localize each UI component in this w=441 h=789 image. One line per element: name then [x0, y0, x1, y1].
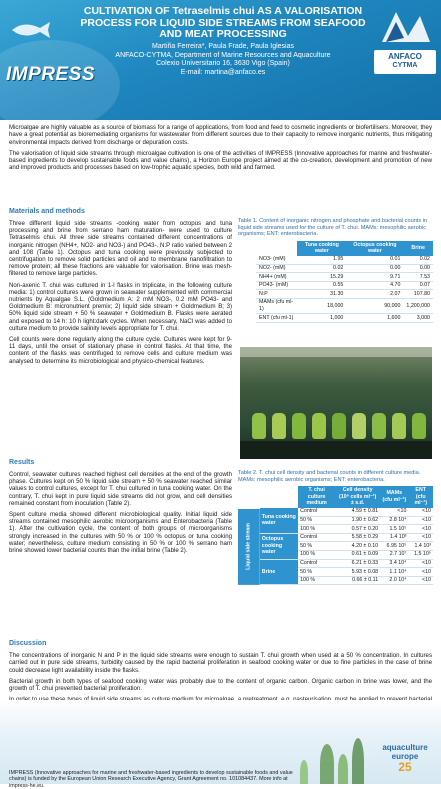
table-cell: ENT (cfu ml-1) [256, 314, 297, 323]
table-cell: 1,200,000 [403, 298, 433, 313]
table1-header-cell [256, 241, 297, 256]
table-cell: 3.4 10⁴ [380, 559, 408, 568]
table2 [238, 486, 433, 585]
discussion-paragraph-2: Bacterial growth in both types of seafood cooking water was probably due to the content of organic carbon. Organic carbon in brine was lower, and the growth of T. chui prevented bacterial proliferation. [9, 677, 432, 693]
results-paragraph-2: Spent culture media showed different microbiological quality. Initial liquid side streams contained mesophilic aerobic microorganisms and Enterobacteria (Table 1). After the cultivation cycle, the content of both groups of microorganisms strongly increased in the cultures with 50 % or 100 % octopus or tuna cooking water; nevertheless, culture medium consisting in 50 % or 100 % serrano ham brine showed lower bacterial counts than the initial brine (Table 2). [9, 511, 232, 555]
table-cell: 7.53 [403, 273, 433, 282]
table1-header-cell: Octopus cooking water [346, 241, 403, 256]
aquaculture-europe-logo: aquaculture europe 25 [382, 743, 428, 774]
table-cell: 0.61 ± 0.09 [335, 550, 380, 559]
table-cell: 107.80 [403, 290, 433, 299]
table-cell: 0.00 [403, 264, 433, 273]
side-stream-label: Liquid side stream [238, 508, 260, 585]
table-cell: 2.7 10⁷ [380, 550, 408, 559]
table-cell: <10 [408, 568, 433, 577]
anfaco-logo: ANFACO CYTMA [374, 50, 436, 74]
table-cell: <10 [408, 559, 433, 568]
table-cell: 0.01 [346, 256, 403, 264]
group-label: Octopus cooking water [260, 533, 298, 559]
table-cell: MAMs (cfu ml-1) [256, 298, 297, 313]
table-cell: 1.5 10⁵ [408, 550, 433, 559]
table-cell: NH4+ (mM) [256, 273, 297, 282]
table-row [256, 273, 433, 282]
table-row [256, 314, 433, 323]
table-cell: 100 % [298, 525, 335, 534]
table-row [238, 508, 433, 516]
table-cell: 50 % [298, 542, 335, 551]
title-line-2: PROCESS FOR LIQUID SIDE STREAMS FROM SEAFOOD [80, 16, 366, 29]
table-cell: 1.1 10⁴ [380, 568, 408, 577]
methods-paragraph-3: Cell counts were done regularly along the culture cycle. Cultures were kept for 9-11 days, until the onset of stationary phase in control flasks. At that time, the content of the flasks was centrifuged to remove cells and culture medium was analysed to determine its microbiological and physico-chemical features. [9, 336, 232, 365]
table-cell: 2.8 10⁴ [380, 516, 408, 525]
table-cell: <10 [408, 533, 433, 542]
culture-flasks-photo [240, 347, 432, 459]
results-paragraph-1: Control, seawater cultures reached highest cell densities at the end of the growth phase. Cultures kept on 50 % liquid side stream + 50 % seawater reached similar values to control cultures, except for T. chui cultured in tuna cooking water. On the contrary, T. chui kept in pure liquid side streams did not grow, and cell densities remained constant from inoculation (Table 2). [9, 471, 232, 507]
table-cell: <10 [408, 525, 433, 534]
table-cell: 1.95 [297, 256, 346, 264]
table-cell: Control [298, 508, 335, 516]
table-cell: 100 % [298, 576, 335, 585]
table-row [256, 290, 433, 299]
methods-paragraph-2: Non-axenic T. chui was cultured in 1-l flasks in triplicate, in the following culture media: 1) control cultures were grown in seawater supplemented with commercial nutrients by Aqualgae S.L. (Goldmedium A: 2 mM NO3-, 0.2 mM PO43- and Goldmedium B: micronutrient premix; 2) liquid side stream + Goldmedium B; 3) 50% liquid side stream + 50 % seawater + Goldmedium B. Flasks were aerated and exposed to 14 h: 10 h light:dark cycles. When necessary, NaCl was added to culture medium to provide salinity levels appropriate for T. chui. [9, 281, 232, 332]
table-cell: 6.95 10⁵ [380, 542, 408, 551]
impress-logo: IMPRESS [6, 64, 96, 85]
email: E-mail: martina@anfaco.es [180, 68, 266, 76]
table-cell: 0.00 [346, 264, 403, 273]
fish-icon [8, 20, 54, 40]
table-cell: <10 [408, 576, 433, 585]
table-cell: N:P [256, 290, 297, 299]
table1 [256, 241, 433, 323]
methods-paragraph-1: Three different liquid side streams -cooking water from octopus and tuna processing and brine from serrano ham maturation- were used to culture Tetraselmis chui. All three side streams contained different concentrations of inorganic nitrogen (NH4+, NO2- and NO3-) and PO43-. N:P ratio varied between 2 and 108 (Table 1). Octopus and tuna cooking were previously subjected to centrifugation to remove solid particles and oil and to membrane nanofiltration to remove protein; all these fractions are valuable for valorisation. Brine was mesh-filtered to remove large particles. [9, 220, 232, 278]
table-cell: 4.70 [346, 281, 403, 290]
table-cell: 90,000 [346, 298, 403, 313]
table2-caption: Table 2. T. chui cell density and bacterial counts in different culture media. MAMs: mesophilic aerobic organisms; ENT: enterobacteria. [238, 470, 421, 483]
table-cell: 9.71 [346, 273, 403, 282]
table-cell: 2.0 10⁴ [380, 576, 408, 585]
group-label: Tuna cooking water [260, 508, 298, 533]
table-cell: 1.5 10⁵ [380, 525, 408, 534]
table-cell: 0.57 ± 0.20 [335, 525, 380, 534]
table-cell: 1.90 ± 0.62 [335, 516, 380, 525]
table1-header-cell: Brine [403, 241, 433, 256]
table-cell: 4.20 ± 0.10 [335, 542, 380, 551]
title-line-3: AND MEAT PROCESSING [159, 28, 287, 40]
table-cell: Control [298, 533, 335, 542]
table2-header-cell: Cell density (10⁶ cells ml⁻¹) ± s.d. [335, 486, 380, 508]
table-cell: 3,000 [403, 314, 433, 323]
table-cell: 31.30 [297, 290, 346, 299]
table-cell: NO2- (mM) [256, 264, 297, 273]
table-cell: 18,000 [297, 298, 346, 313]
table1-caption: Table 1. Content of inorganic nitrogen and phosphate and bacterial counts in liquid side streams used for the culture of T. chui. MAMs: mesophilic aerobic organisms; ENT: enterobacteria. [238, 218, 428, 238]
discussion-paragraph-1: The concentrations of inorganic N and P in the liquid side streams were enough to sustain T. chui growth when used at a 50 % concentration. In cultures carried out in pure side streams, turbidity caused by the rapid bacterial proliferation in seafood cooking water or due to fine particles in the case of brine could decrease light availability inside the flasks. [9, 652, 432, 674]
table-cell: Control [298, 559, 335, 568]
table-cell: <10 [408, 516, 433, 525]
intro-paragraph-1: Microalgae are highly valuable as a source of biomass for a range of applications, from food and feed to cosmetic ingredients or biofertilisers. Moreover, they have a great potential as bioremediating organisms for wastewater from different sources due to their capacity to remove inorganic nutrients, thus mitigating environmental impacts derived from discharge or depuration costs. [9, 124, 432, 146]
table-cell: 100 % [298, 550, 335, 559]
table-row [238, 559, 433, 568]
table-cell: <10 [380, 508, 408, 516]
group-label: Brine [260, 559, 298, 585]
anfaco-logo-icon [374, 6, 436, 50]
table2-header-cell: ENT (cfu ml⁻¹) [408, 486, 433, 508]
table-cell: 0.55 [297, 281, 346, 290]
table-cell: 1.4 10³ [380, 533, 408, 542]
table-cell: NO3- (mM) [256, 256, 297, 264]
table2-block [238, 470, 433, 585]
table-cell: 2.07 [346, 290, 403, 299]
poster-header [0, 0, 441, 120]
table-cell: 0.02 [297, 264, 346, 273]
table-cell: 50 % [298, 568, 335, 577]
table-row [256, 264, 433, 273]
table-cell: 6.21 ± 0.33 [335, 559, 380, 568]
table-cell: 15.29 [297, 273, 346, 282]
discussion-heading: Discussion [9, 640, 47, 647]
table-cell: <10 [408, 508, 433, 516]
table-cell: PO43- (mM) [256, 281, 297, 290]
table-cell: 4.59 ± 0.81 [335, 508, 380, 516]
table-cell: 50 % [298, 516, 335, 525]
table-row [256, 256, 433, 264]
table-cell: 1,000 [297, 314, 346, 323]
table-cell: 5.93 ± 0.08 [335, 568, 380, 577]
funding-statement: IMPRESS (Innovative approaches for marine and freshwater-based ingredients to develop sustainable foods and value chains) is funded by the European Union Research Executive Agency, Grant Agreement no. 101084437. More info at impress-he.eu. [9, 770, 293, 789]
table-cell: 0.07 [403, 281, 433, 290]
authors-block [78, 43, 368, 77]
table2-header-cell: T. chui culture medium [298, 486, 335, 508]
methods-column [9, 220, 232, 369]
table1-block [238, 218, 433, 323]
introduction [9, 124, 432, 176]
table-cell: 1.4 10³ [408, 542, 433, 551]
results-heading: Results [9, 459, 35, 466]
methods-heading: Materials and methods [9, 208, 85, 215]
intro-paragraph-2: The valorisation of liquid side streams through microalgae cultivation is one of the activities of IMPRESS (Innovative approaches for marine and freshwater-based ingredients to develop sustainable foods and value chains), a Horizon Europe project aimed at the co-creation, development and promotion of new and improved products and processes based on low-trophic aquatic species, both wild and farmed. [9, 149, 432, 172]
table-cell: 5.58 ± 0.29 [335, 533, 380, 542]
affiliation: ANFACO-CYTMA, Department of Marine Resources and Aquaculture [115, 51, 331, 59]
poster-title [78, 6, 368, 41]
table2-header-cell: MAMs (cfu ml⁻¹) [380, 486, 408, 508]
table-row [256, 298, 433, 313]
table1-header-cell: Tuna cooking water [297, 241, 346, 256]
address: Colexio Universitario 16, 3630 Vigo (Spain) [156, 60, 290, 67]
table-row [256, 281, 433, 290]
authors: Martiña Ferreira*, Paula Frade, Paula Iglesias [151, 43, 294, 50]
results-column [9, 471, 232, 558]
table-cell: 1,600 [346, 314, 403, 323]
table-cell: 0.02 [403, 256, 433, 264]
table-cell: 0.66 ± 0.11 [335, 576, 380, 585]
title-line-1: CULTIVATION OF Tetraselmis chui AS A VALORISATION [83, 5, 363, 17]
table-row [238, 533, 433, 542]
